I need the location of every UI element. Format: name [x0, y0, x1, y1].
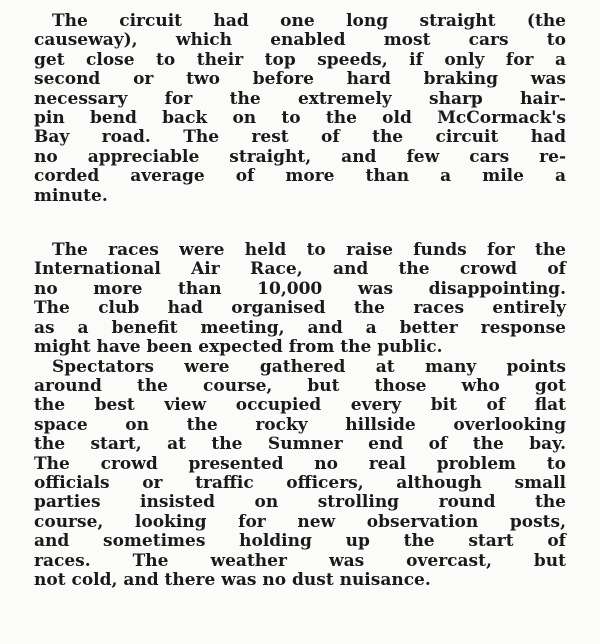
text-line: The circuit had one long straight (the	[52, 11, 566, 31]
text-line: Bay road. The rest of the circuit had	[34, 127, 566, 148]
text-line: course, looking for new observation posts,	[34, 511, 566, 532]
text-line: get close to their top speeds, if only for a	[34, 49, 566, 70]
text-line: International Air Race, and the crowd of	[34, 259, 566, 280]
text-line: and sometimes holding up the start of	[34, 531, 566, 552]
text-line: the start, at the Sumner end of the bay.	[34, 434, 566, 455]
paragraph-circuit	[34, 12, 566, 206]
text-line: causeway), which enabled most cars to	[34, 30, 566, 51]
text-line: no more than 10,000 was disappointing.	[34, 278, 566, 299]
text-line: pin bend back on to the old McCormack's	[34, 108, 566, 129]
text-line: the best view occupied every bit of flat	[34, 395, 566, 416]
text-line: space on the rocky hillside overlooking	[34, 414, 566, 435]
text-line: no appreciable straight, and few cars re-	[34, 146, 566, 167]
text-line: as a benefit meeting, and a better response	[34, 317, 566, 338]
text-line: officials or traffic officers, although small	[34, 472, 566, 493]
text-line: Spectators were gathered at many points	[52, 356, 566, 377]
text-line: The club had organised the races entirely	[34, 298, 566, 319]
paragraph-races	[34, 241, 566, 357]
text-line: around the course, but those who got	[34, 375, 566, 396]
text-line: minute.	[34, 185, 108, 206]
text-line: might have been expected from the public.	[34, 337, 443, 358]
paragraph-spectators	[34, 358, 566, 591]
text-line: second or two before hard braking was	[34, 69, 566, 90]
text-line: not cold, and there was no dust nuisance.	[34, 569, 431, 590]
text-line: The races were held to raise funds for the	[52, 240, 566, 261]
text-line: parties insisted on strolling round the	[34, 492, 566, 513]
text-line: necessary for the extremely sharp hair-	[34, 88, 566, 109]
text-line: races. The weather was overcast, but	[34, 550, 566, 571]
text-line: corded average of more than a mile a	[34, 166, 566, 187]
text-line: The crowd presented no real problem to	[34, 453, 566, 474]
